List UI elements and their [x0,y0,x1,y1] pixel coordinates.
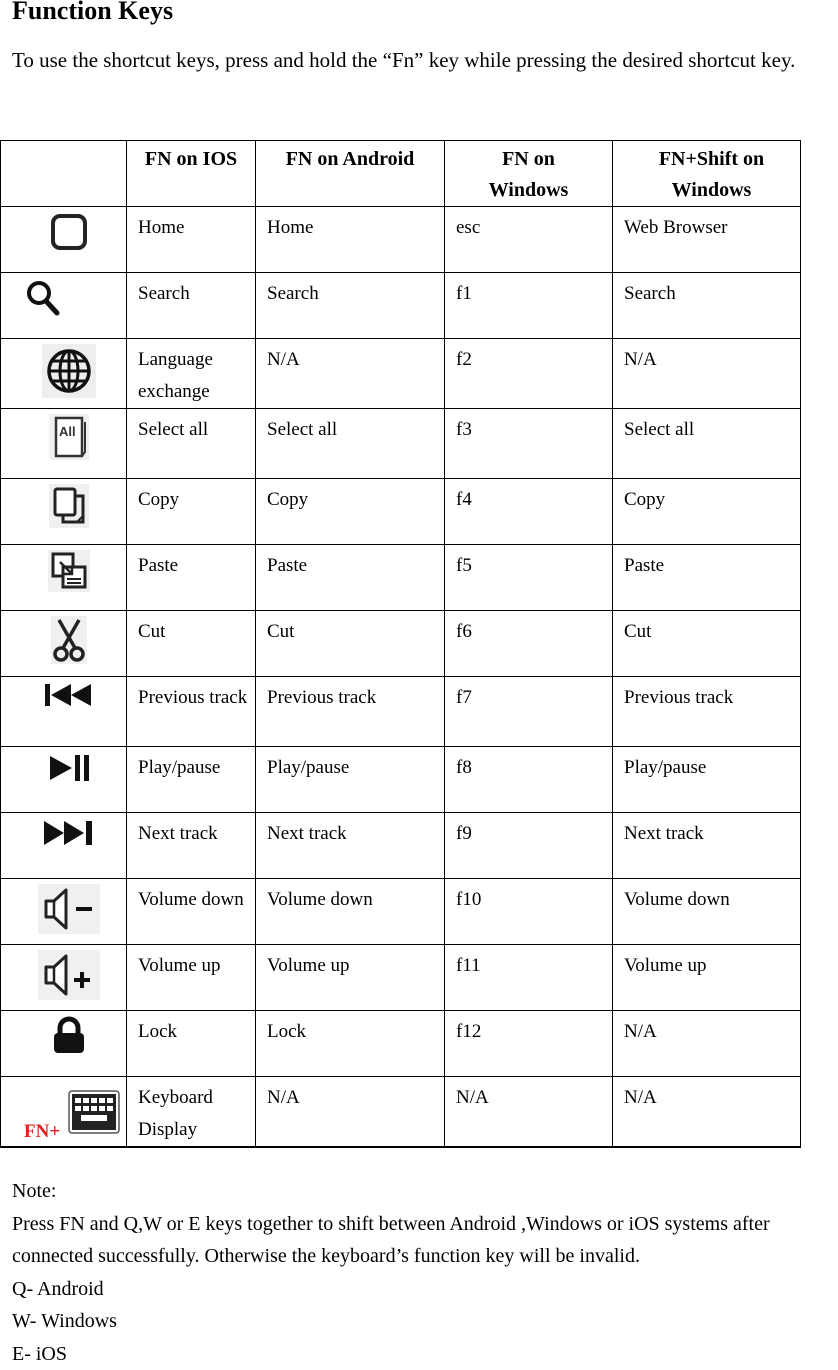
table-row [1,479,801,545]
intro-paragraph: To use the shortcut keys, press and hold the “Fn” key while pressing the desired shortcut key. [12,44,838,76]
keyboard-key-cell [1,1077,127,1148]
cell-shift-windows: Paste [613,545,801,611]
cell-ios: Volume up [127,945,256,1011]
cell-shift-windows: N/A [613,1011,801,1077]
cell-android: Home [256,207,445,273]
cell-windows: esc [445,207,613,273]
cell-shift-windows: Volume down [613,879,801,945]
cell-shift-windows: Cut [613,611,801,677]
volume-up-icon [1,945,127,1011]
cell-android: N/A [256,1077,445,1148]
table-header-row [1,141,801,207]
header-fn-android: FN on Android [256,141,445,207]
table-row [1,273,801,339]
cell-ios: Copy [127,479,256,545]
table-row [1,1077,801,1148]
table-row [1,747,801,813]
cell-windows: f11 [445,945,613,1011]
play-pause-icon [1,747,127,813]
cell-android: Volume down [256,879,445,945]
select-all-icon [1,409,127,479]
table-row [1,611,801,677]
table-row [1,879,801,945]
next-track-icon [1,813,127,879]
home-square-icon [1,207,127,273]
svg-text:All: All [59,424,76,439]
header-fn-windows: FN on Windows [445,141,613,207]
note-body: Press FN and Q,W or E keys together to shift between Android ,Windows or iOS systems after connected successfully. Otherwise the keyboard’s function key will be invalid. [12,1208,838,1273]
cell-shift-windows: Copy [613,479,801,545]
header-icon-column [1,141,127,207]
table-row [1,813,801,879]
cell-android: N/A [256,339,445,409]
cell-windows: f2 [445,339,613,409]
cell-shift-windows: N/A [613,339,801,409]
cell-ios: Volume down [127,879,256,945]
keyboard-icon [68,1090,120,1134]
note-item-w: W- Windows [12,1305,838,1338]
cell-shift-windows: Select all [613,409,801,479]
cell-shift-windows: Search [613,273,801,339]
cell-ios: Next track [127,813,256,879]
function-keys-table [0,140,801,1148]
cell-windows: f8 [445,747,613,813]
paste-icon [1,545,127,611]
cell-android: Paste [256,545,445,611]
cell-windows: f1 [445,273,613,339]
cell-shift-windows: Previous track [613,677,801,747]
cell-windows: f3 [445,409,613,479]
cell-ios: Search [127,273,256,339]
cell-shift-windows: Volume up [613,945,801,1011]
cell-shift-windows: Web Browser [613,207,801,273]
table-row [1,545,801,611]
header-fn-shift-windows: FN+Shift on Windows [613,141,801,207]
cell-android: Search [256,273,445,339]
cell-ios: Keyboard Display [127,1077,256,1148]
cell-android: Play/pause [256,747,445,813]
scissors-icon [1,611,127,677]
lock-icon [1,1011,127,1077]
cell-windows: f9 [445,813,613,879]
cell-ios: Paste [127,545,256,611]
cell-ios: Language exchange [127,339,256,409]
cell-shift-windows: N/A [613,1077,801,1148]
cell-ios: Select all [127,409,256,479]
table-row [1,945,801,1011]
note-section [12,1175,838,1370]
note-item-q: Q- Android [12,1273,838,1306]
cell-android: Cut [256,611,445,677]
cell-ios: Lock [127,1011,256,1077]
table-row [1,677,801,747]
header-fn-ios: FN on IOS [127,141,256,207]
search-icon [1,273,127,339]
table-row [1,409,801,479]
cell-windows: f6 [445,611,613,677]
cell-android: Previous track [256,677,445,747]
cell-android: Select all [256,409,445,479]
note-item-e: E- iOS [12,1338,838,1370]
cell-android: Next track [256,813,445,879]
cell-android: Volume up [256,945,445,1011]
table-row [1,339,801,409]
cell-android: Lock [256,1011,445,1077]
cell-windows: f4 [445,479,613,545]
previous-track-icon [1,677,127,747]
fn-prefix-label: FN+ [24,1116,60,1148]
cell-windows: N/A [445,1077,613,1148]
cell-ios: Cut [127,611,256,677]
cell-shift-windows: Next track [613,813,801,879]
page-title: Function Keys [12,0,173,26]
globe-icon [1,339,127,409]
cell-shift-windows: Play/pause [613,747,801,813]
cell-windows: f10 [445,879,613,945]
cell-ios: Play/pause [127,747,256,813]
note-heading: Note: [12,1175,838,1208]
volume-down-icon [1,879,127,945]
cell-windows: f7 [445,677,613,747]
cell-windows: f5 [445,545,613,611]
cell-ios: Previous track [127,677,256,747]
cell-windows: f12 [445,1011,613,1077]
cell-android: Copy [256,479,445,545]
cell-ios: Home [127,207,256,273]
copy-icon [1,479,127,545]
table-row [1,207,801,273]
table-row [1,1011,801,1077]
